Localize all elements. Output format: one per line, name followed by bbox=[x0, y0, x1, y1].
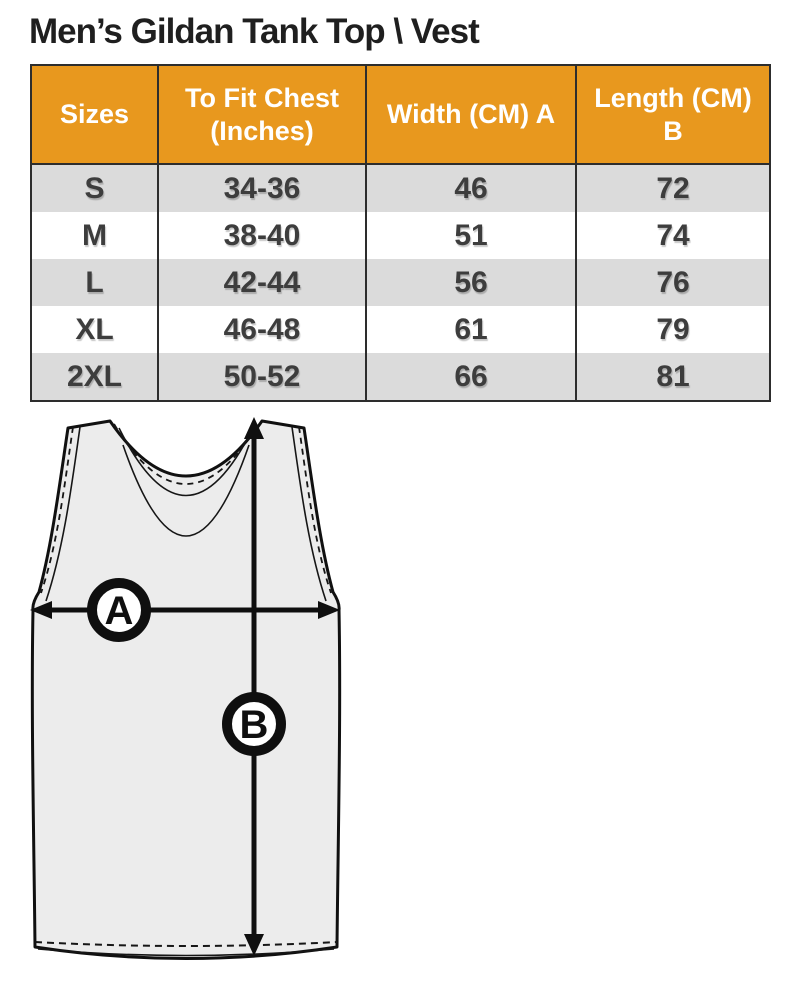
header-cell-chest: To Fit Chest (Inches) bbox=[157, 66, 365, 163]
cell-length: 72 bbox=[575, 165, 769, 212]
length-marker-label: B bbox=[239, 703, 269, 747]
header-cell-sizes: Sizes bbox=[59, 99, 130, 130]
cell-width: 66 bbox=[365, 353, 575, 400]
cell-length: 74 bbox=[575, 212, 769, 259]
cell-chest: 34-36 bbox=[157, 165, 365, 212]
table-header-row bbox=[32, 66, 769, 165]
cell-chest: 38-40 bbox=[157, 212, 365, 259]
cell-size: XL bbox=[75, 312, 114, 346]
table-row-s bbox=[32, 165, 769, 212]
cell-width: 51 bbox=[365, 212, 575, 259]
cell-size: S bbox=[84, 171, 105, 205]
header-cell-width: Width (CM) A bbox=[365, 66, 575, 163]
length-marker-b bbox=[227, 697, 281, 751]
page-title: Men’s Gildan Tank Top \ Vest bbox=[29, 12, 479, 51]
cell-length: 79 bbox=[575, 306, 769, 353]
size-table bbox=[30, 64, 771, 402]
cell-size: L bbox=[85, 265, 104, 299]
tank-top-silhouette bbox=[32, 421, 339, 959]
width-marker-a bbox=[92, 583, 146, 637]
cell-length: 76 bbox=[575, 259, 769, 306]
table-row-l bbox=[32, 259, 769, 306]
cell-chest: 50-52 bbox=[157, 353, 365, 400]
cell-chest: 46-48 bbox=[157, 306, 365, 353]
cell-width: 56 bbox=[365, 259, 575, 306]
table-row-2xl bbox=[32, 353, 769, 400]
cell-length: 81 bbox=[575, 353, 769, 400]
cell-chest: 42-44 bbox=[157, 259, 365, 306]
table-row-xl bbox=[32, 306, 769, 353]
header-cell-length: Length (CM) B bbox=[575, 66, 769, 163]
tank-top-diagram bbox=[25, 413, 345, 970]
cell-width: 61 bbox=[365, 306, 575, 353]
cell-size: M bbox=[82, 218, 107, 252]
width-marker-label: A bbox=[104, 589, 134, 633]
table-row-m bbox=[32, 212, 769, 259]
cell-width: 46 bbox=[365, 165, 575, 212]
cell-size: 2XL bbox=[66, 359, 123, 393]
